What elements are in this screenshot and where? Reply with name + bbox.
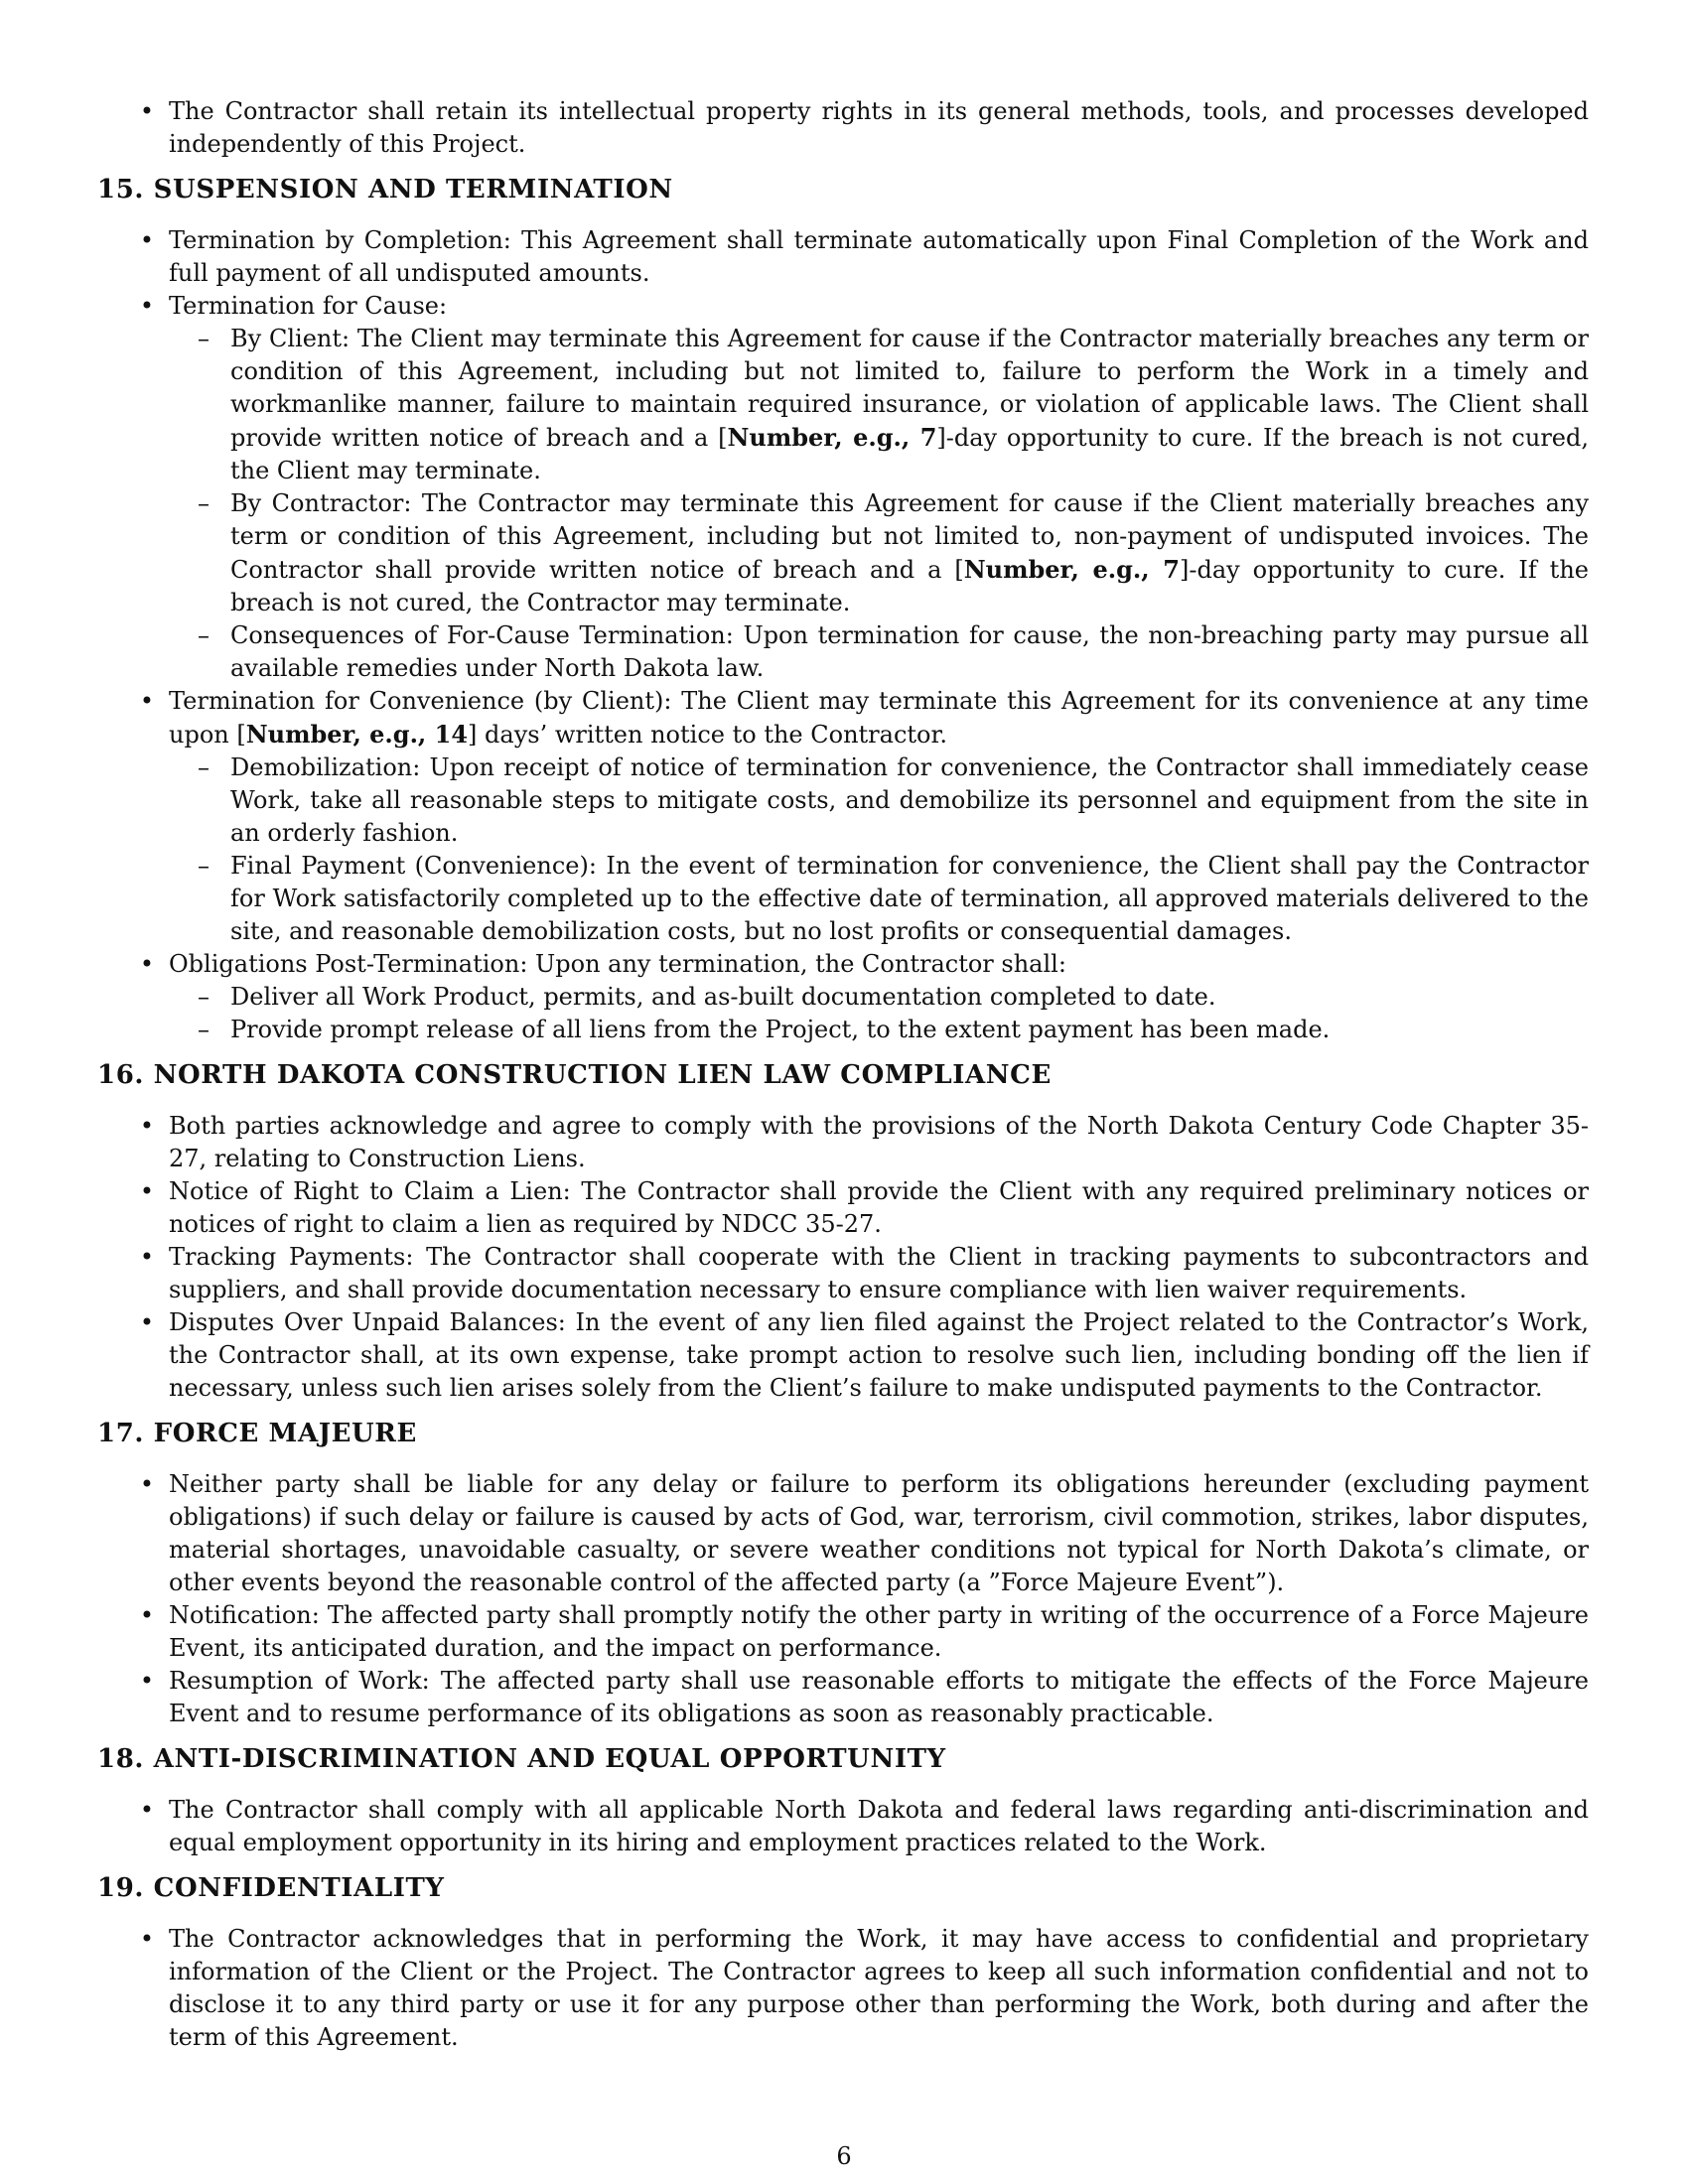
bullet-icon: • (139, 687, 155, 715)
section-heading-17: 17. FORCE MAJEURE (97, 1419, 417, 1448)
list-item-text: Neither party shall be liable for any delay or failure to perform its obligations hereunder (excluding payment obligations) if such delay or failure is caused by acts of God, war, terrorism, civil commotion, strikes, labor disputes, material shortages, unavoidable casualty, or severe weather conditions not typical for North Dakota’s climate, or other events beyond the reasonable control of the affected party (a ”Force Majeure Event”). (169, 1470, 1589, 1596)
list-item-text: Notification: The affected party shall promptly notify the other party in writing of the occurrence of a Force Majeure Event, its anticipated duration, and the impact on performance. (169, 1601, 1589, 1662)
dash-icon: – (198, 489, 210, 517)
sublist-item-text: Deliver all Work Product, permits, and as-built documentation completed to date. (230, 983, 1216, 1011)
list-item-text: Disputes Over Unpaid Balances: In the event of any lien filed against the Project related to the Contractor’s Work, the Contractor shall, at its own expense, take prompt action to resolve such lien, including bonding off the lien if necessary, unless such lien arises solely from the Client’s failure to make undisputed payments to the Contractor. (169, 1308, 1589, 1402)
sublist-item-text: Consequences of For-Cause Termination: Upon termination for cause, the non-breaching party may pursue all available remedies under North Dakota law. (230, 621, 1589, 682)
sublist-item (169, 1014, 1589, 1046)
sublist-item (169, 619, 1589, 685)
sublist-item (169, 981, 1589, 1014)
list-item-text: The Contractor acknowledges that in performing the Work, it may have access to confidential and proprietary information of the Client or the Project. The Contractor agrees to keep all such information confidential and not to disclose it to any third party or use it for any purpose other than performing the Work, both during and after the term of this Agreement. (169, 1925, 1589, 2051)
sublist-item-text: By Contractor: The Contractor may terminate this Agreement for cause if the Client materially breaches any term or condition of this Agreement, including but not limited to, non-payment of undisputed invoices. The Contractor shall provide written notice of breach and a [ (230, 489, 1589, 584)
list-item-text: Both parties acknowledge and agree to comply with the provisions of the North Dakota Century Code Chapter 35-27, relating to Construction Liens. (169, 1112, 1589, 1172)
sublist-item-text: Demobilization: Upon receipt of notice of termination for convenience, the Contractor shall immediately cease Work, take all reasonable steps to mitigate costs, and demobilize its personnel and equipment from the site in an orderly fashion. (230, 753, 1589, 847)
list-item-text: Resumption of Work: The affected party shall use reasonable efforts to mitigate the effects of the Force Majeure Event and to resume performance of its obligations as soon as reasonably practicable. (169, 1667, 1589, 1727)
bullet-icon: • (139, 1308, 155, 1336)
list-item (97, 1923, 1589, 2054)
section-16-list (97, 1110, 1589, 1405)
bullet-icon: • (139, 1796, 155, 1824)
list-item-text: Notice of Right to Claim a Lien: The Contractor shall provide the Client with any required preliminary notices or notices of right to claim a lien as required by NDCC 35-27. (169, 1177, 1589, 1238)
page-number: 6 (836, 2142, 852, 2170)
list-item (97, 948, 1589, 1046)
dash-icon: – (198, 852, 210, 880)
sublist-item-text: ]-day opportunity to cure. If the breach is not cured, the Contractor may terminate. (230, 556, 1589, 616)
list-item (97, 290, 1589, 685)
sublist-item-text: ]-day opportunity to cure. If the breach is not cured, the Client may terminate. (230, 424, 1589, 484)
placeholder-number: Number, e.g., 14 (245, 720, 469, 749)
dash-icon: – (198, 1016, 210, 1043)
dash-icon: – (198, 753, 210, 781)
list-item (97, 1468, 1589, 1599)
section-heading-16: 16. NORTH DAKOTA CONSTRUCTION LIEN LAW COMPLIANCE (97, 1060, 1052, 1090)
bullet-icon: • (139, 950, 155, 978)
section-17-list (97, 1468, 1589, 1730)
bullet-icon: • (139, 1243, 155, 1271)
section-heading-18: 18. ANTI-DISCRIMINATION AND EQUAL OPPORTUNITY (97, 1744, 946, 1774)
sublist-item (169, 487, 1589, 619)
cause-sublist (169, 323, 1589, 685)
list-item-text: Termination for Cause: (169, 292, 448, 320)
list-item-text: Termination by Completion: This Agreement shall terminate automatically upon Final Completion of the Work and full payment of all undisputed amounts. (169, 226, 1589, 287)
list-item (97, 1306, 1589, 1405)
list-item (97, 1599, 1589, 1665)
list-item (97, 95, 1589, 161)
list-item (97, 1175, 1589, 1241)
bullet-icon: • (139, 1667, 155, 1695)
section-19-list (97, 1923, 1589, 2054)
sublist-item-text: Provide prompt release of all liens from the Project, to the extent payment has been made. (230, 1016, 1331, 1043)
list-item-text: Tracking Payments: The Contractor shall cooperate with the Client in tracking payments to subcontractors and suppliers, and shall provide documentation necessary to ensure compliance with lien waiver requirements. (169, 1243, 1589, 1303)
dash-icon: – (198, 621, 210, 649)
section-heading-19: 19. CONFIDENTIALITY (97, 1873, 445, 1903)
sublist-item (169, 751, 1589, 850)
list-item (97, 1110, 1589, 1175)
ip-list (97, 95, 1589, 161)
sublist-item-text: By Client: The Client may terminate this Agreement for cause if the Contractor materially breaches any term or condition of this Agreement, including but not limited to, failure to perform the Work in a timely and workmanlike manner, failure to maintain required insurance, or violation of applicable laws. The Client shall provide written notice of breach and a [ (230, 325, 1589, 452)
document-page (97, 95, 1589, 2054)
bullet-icon: • (139, 1925, 155, 1953)
post-termination-sublist (169, 981, 1589, 1046)
sublist-item (169, 850, 1589, 948)
list-item (97, 1665, 1589, 1730)
placeholder-number: Number, e.g., 7 (963, 555, 1180, 584)
bullet-icon: • (139, 1112, 155, 1140)
section-15-list (97, 224, 1589, 1046)
list-item-text: Obligations Post-Termination: Upon any termination, the Contractor shall: (169, 950, 1066, 978)
section-18-list (97, 1794, 1589, 1859)
list-item-text: ] days’ written notice to the Contractor. (468, 721, 947, 749)
bullet-icon: • (139, 1177, 155, 1205)
dash-icon: – (198, 325, 210, 352)
list-item (97, 1794, 1589, 1859)
section-heading-15: 15. SUSPENSION AND TERMINATION (97, 175, 673, 205)
list-item (97, 224, 1589, 290)
bullet-icon: • (139, 1470, 155, 1498)
bullet-icon: • (139, 97, 155, 125)
convenience-sublist (169, 751, 1589, 948)
bullet-icon: • (139, 1601, 155, 1629)
sublist-item (169, 323, 1589, 487)
bullet-icon: • (139, 226, 155, 254)
bullet-icon: • (139, 292, 155, 320)
list-item (97, 685, 1589, 948)
sublist-item-text: Final Payment (Convenience): In the event of termination for convenience, the Client shall pay the Contractor for Work satisfactorily completed up to the effective date of termination, all approved materials delivered to the site, and reasonable demobilization costs, but no lost profits or consequential damages. (230, 852, 1589, 945)
list-item-text: The Contractor shall retain its intellectual property rights in its general methods, tools, and processes developed independently of this Project. (169, 97, 1589, 158)
list-item (97, 1241, 1589, 1306)
dash-icon: – (198, 983, 210, 1011)
placeholder-number: Number, e.g., 7 (727, 423, 937, 452)
list-item-text: The Contractor shall comply with all applicable North Dakota and federal laws regarding anti-discrimination and equal employment opportunity in its hiring and employment practices related to the Work. (169, 1796, 1589, 1856)
list-item-text: Termination for Convenience (by Client): The Client may terminate this Agreement for its convenience at any time upon [ (169, 687, 1589, 749)
